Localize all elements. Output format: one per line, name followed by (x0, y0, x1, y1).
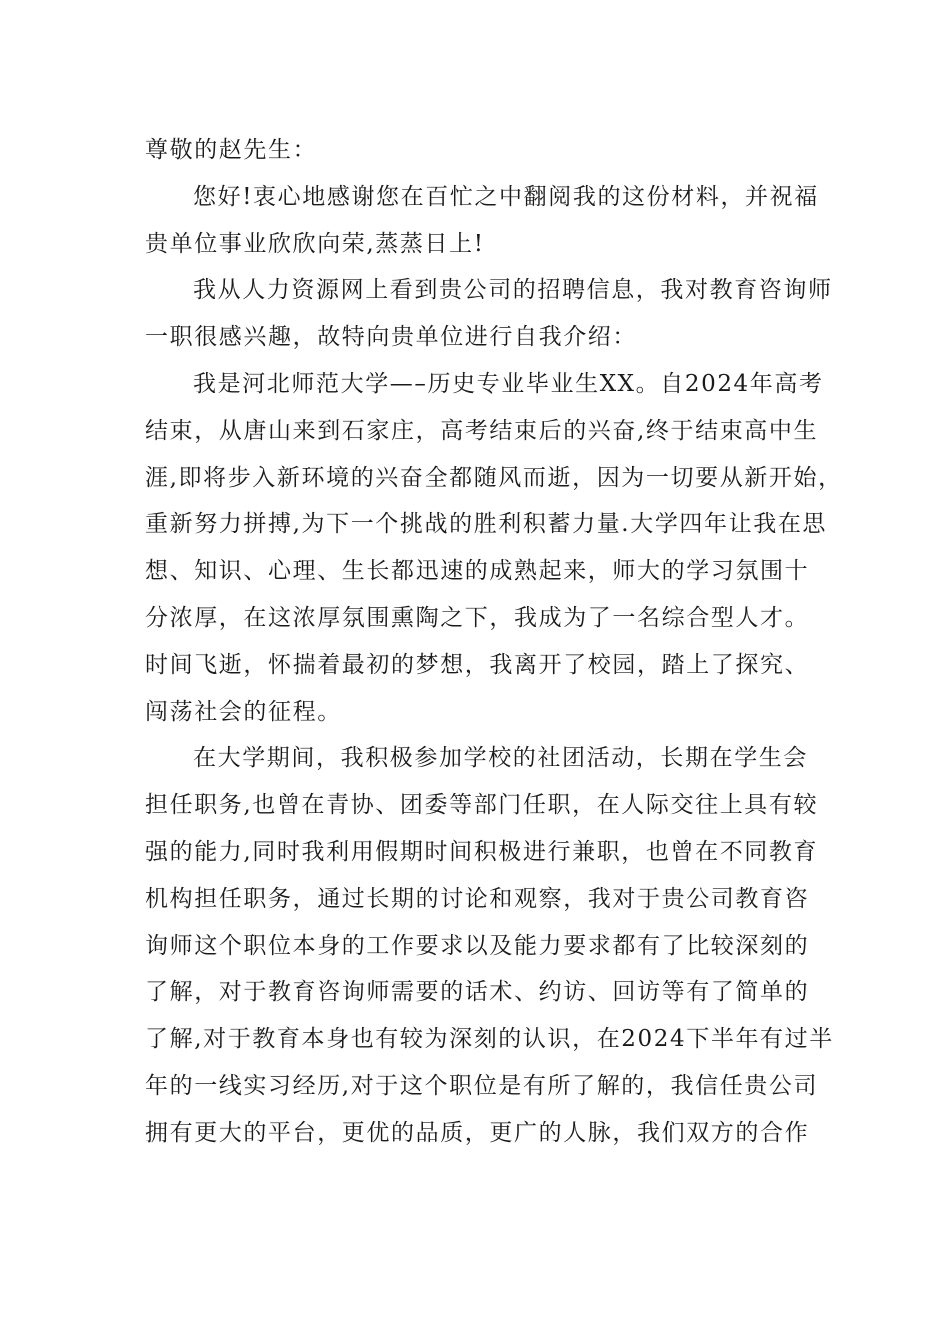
text-line: 了解,对于教育本身也有较为深刻的认识，在2024下半年有过半 (145, 1026, 834, 1053)
salutation-line: 尊敬的赵先生： (145, 137, 318, 163)
text-line: 年的一线实习经历,对于这个职位是有所了解的，我信任贵公司 (145, 1072, 819, 1099)
text-line: 询师这个职位本身的工作要求以及能力要求都有了比较深刻的 (145, 932, 810, 959)
text-line: 分浓厚，在这浓厚氛围熏陶之下，我成为了一名综合型人才。 (145, 604, 810, 631)
text-line: 在大学期间，我积极参加学校的社团活动，长期在学生会 (193, 745, 808, 772)
text-line: 想、知识、心理、生长都迅速的成熟起来，师大的学习氛围十 (145, 558, 810, 585)
text-line: 涯,即将步入新环境的兴奋全都随风而逝，因为一切要从新开始， (145, 464, 843, 491)
text-line: 我从人力资源网上看到贵公司的招聘信息，我对教育咨询师 (193, 277, 833, 304)
text-line: 强的能力,同时我利用假期时间积极进行兼职，也曾在不同教育 (145, 838, 819, 865)
text-line: 您好!衷心地感谢您在百忙之中翻阅我的这份材料，并祝福 (193, 183, 819, 210)
text-line: 结束，从唐山来到石家庄，高考结束后的兴奋,终于结束高中生 (145, 417, 819, 444)
text-line: 闯荡社会的征程。 (145, 698, 342, 725)
text-line: 担任职务,也曾在青协、团委等部门任职，在人际交往上具有较 (145, 792, 819, 819)
text-line: 时间飞逝，怀揣着最初的梦想，我离开了校园，踏上了探究、 (145, 651, 810, 678)
text-line: 一职很感兴趣，故特向贵单位进行自我介绍： (145, 324, 637, 351)
text-line: 重新努力拼搏,为下一个挑战的胜利积蓄力量.大学四年让我在思 (145, 511, 828, 538)
text-line: 贵单位事业欣欣向荣,蒸蒸日上! (145, 230, 485, 257)
text-line: 我是河北师范大学—–历史专业毕业生XX。自2024年高考 (193, 370, 824, 397)
text-line: 了解，对于教育咨询师需要的话术、约访、回访等有了简单的 (145, 979, 810, 1006)
text-line: 拥有更大的平台，更优的品质，更广的人脉，我们双方的合作 (145, 1119, 810, 1146)
text-line: 机构担任职务，通过长期的讨论和观察，我对于贵公司教育咨 (145, 885, 810, 912)
letter-body (145, 127, 843, 1157)
